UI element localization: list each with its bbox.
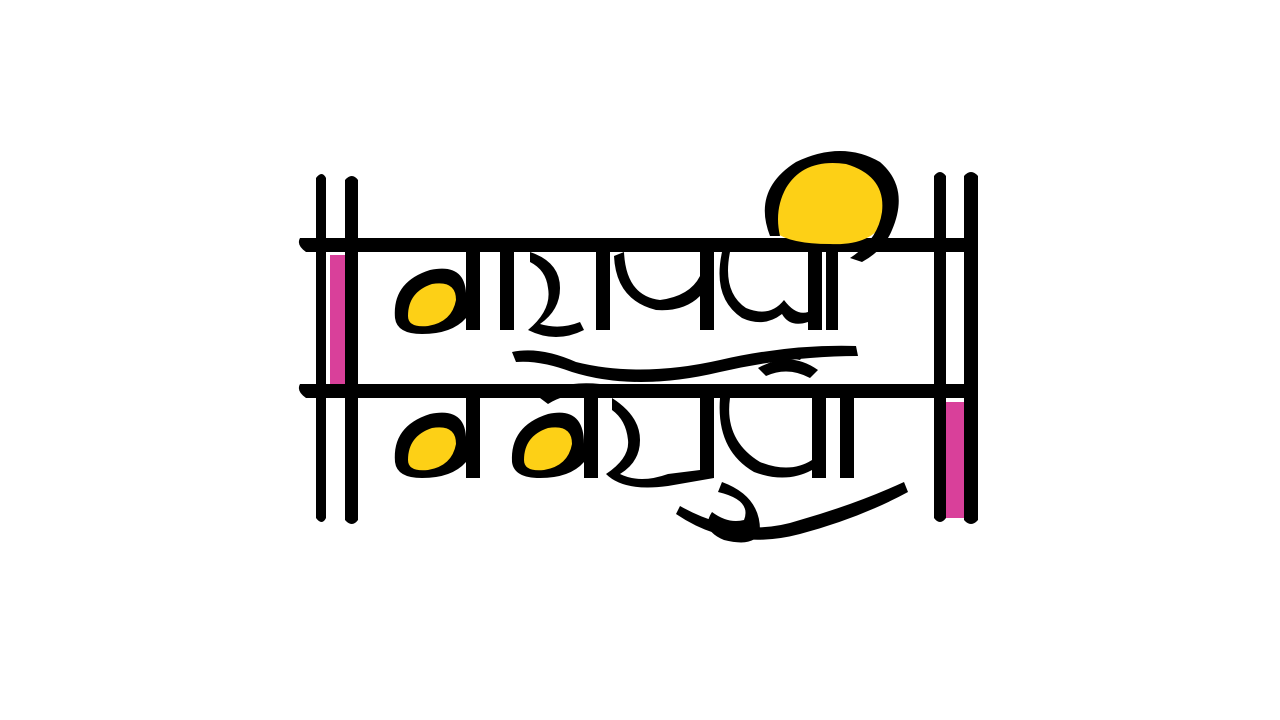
headline-bottom — [299, 384, 966, 398]
line1-aa-matra-2 — [596, 252, 610, 330]
line1-ra — [528, 252, 584, 337]
line1-aa-matra — [500, 252, 514, 330]
right-pink-accent — [946, 402, 966, 518]
line1-ya — [614, 252, 714, 330]
left-outer-bar — [316, 174, 326, 522]
line1-ii-matra — [826, 252, 838, 330]
right-outer-bar — [964, 172, 978, 524]
line2-ta — [720, 398, 826, 478]
right-bars — [934, 172, 978, 524]
left-bars — [316, 174, 358, 524]
line2-bottom-swash — [676, 482, 908, 540]
right-inner-bar — [934, 172, 946, 522]
left-inner-bar — [345, 176, 358, 524]
line1-na-retro — [720, 252, 823, 330]
line2-ta-stem — [840, 398, 854, 478]
line2-sta — [606, 398, 714, 488]
